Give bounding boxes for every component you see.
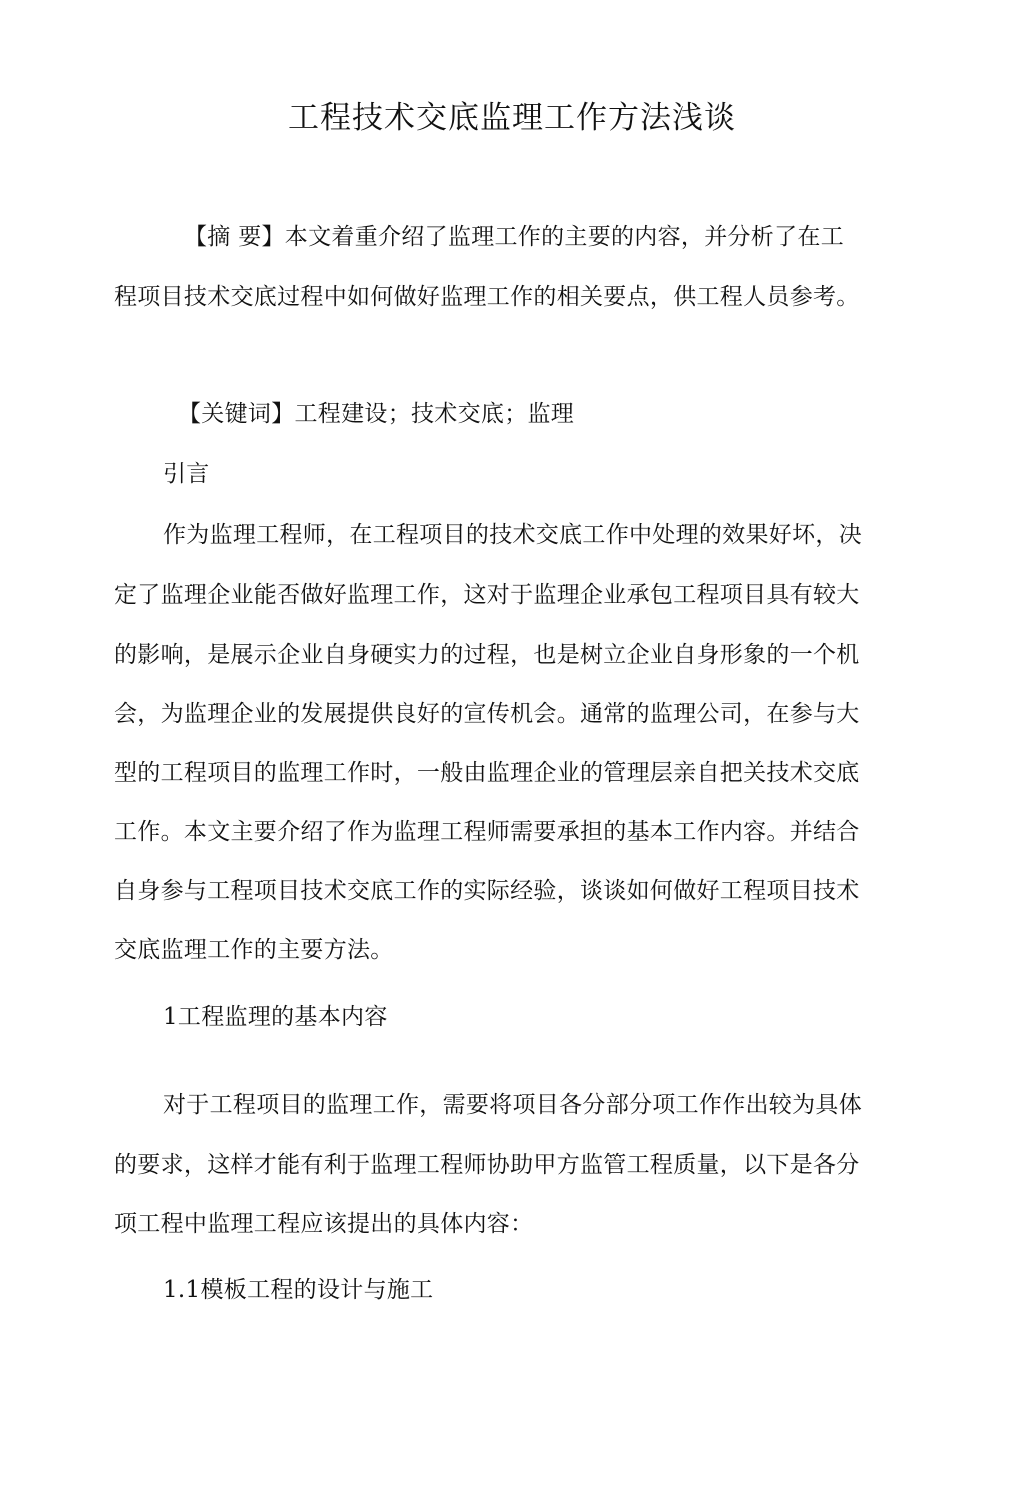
intro-heading: 引言 xyxy=(163,461,210,487)
intro-paragraph-line-4: 会，为监理企业的发展提供良好的宣传机会。通常的监理公司，在参与大 xyxy=(114,701,860,727)
intro-paragraph-line-7: 自身参与工程项目技术交底工作的实际经验，谈谈如何做好工程项目技术 xyxy=(114,878,860,904)
section-1-paragraph-line-3: 项工程中监理工程应该提出的具体内容： xyxy=(114,1211,534,1237)
abstract-line-1: 【摘 要】本文着重介绍了监理工作的主要的内容，并分析了在工 xyxy=(184,224,845,250)
intro-paragraph-line-5: 型的工程项目的监理工作时，一般由监理企业的管理层亲自把关技术交底 xyxy=(114,760,860,786)
section-1-heading: 1工程监理的基本内容 xyxy=(163,1004,388,1030)
intro-paragraph-line-6: 工作。本文主要介绍了作为监理工程师需要承担的基本工作内容。并结合 xyxy=(114,819,860,845)
section-1-1-heading: 1.1模板工程的设计与施工 xyxy=(163,1277,434,1303)
abstract-line-2: 程项目技术交底过程中如何做好监理工作的相关要点，供工程人员参考。 xyxy=(114,284,860,310)
intro-paragraph-line-8: 交底监理工作的主要方法。 xyxy=(114,937,394,963)
keywords-line: 【关键词】工程建设；技术交底；监理 xyxy=(178,401,575,427)
intro-paragraph-line-3: 的影响，是展示企业自身硬实力的过程，也是树立企业自身形象的一个机 xyxy=(114,642,860,668)
intro-paragraph-line-1: 作为监理工程师，在工程项目的技术交底工作中处理的效果好坏，决 xyxy=(163,522,862,548)
intro-paragraph-line-2: 定了监理企业能否做好监理工作，这对于监理企业承包工程项目具有较大 xyxy=(114,582,860,608)
section-1-paragraph-line-1: 对于工程项目的监理工作，需要将项目各分部分项工作作出较为具体 xyxy=(163,1092,862,1118)
page-title: 工程技术交底监理工作方法浅谈 xyxy=(288,100,736,136)
section-1-paragraph-line-2: 的要求，这样才能有利于监理工程师协助甲方监管工程质量，以下是各分 xyxy=(114,1152,860,1178)
